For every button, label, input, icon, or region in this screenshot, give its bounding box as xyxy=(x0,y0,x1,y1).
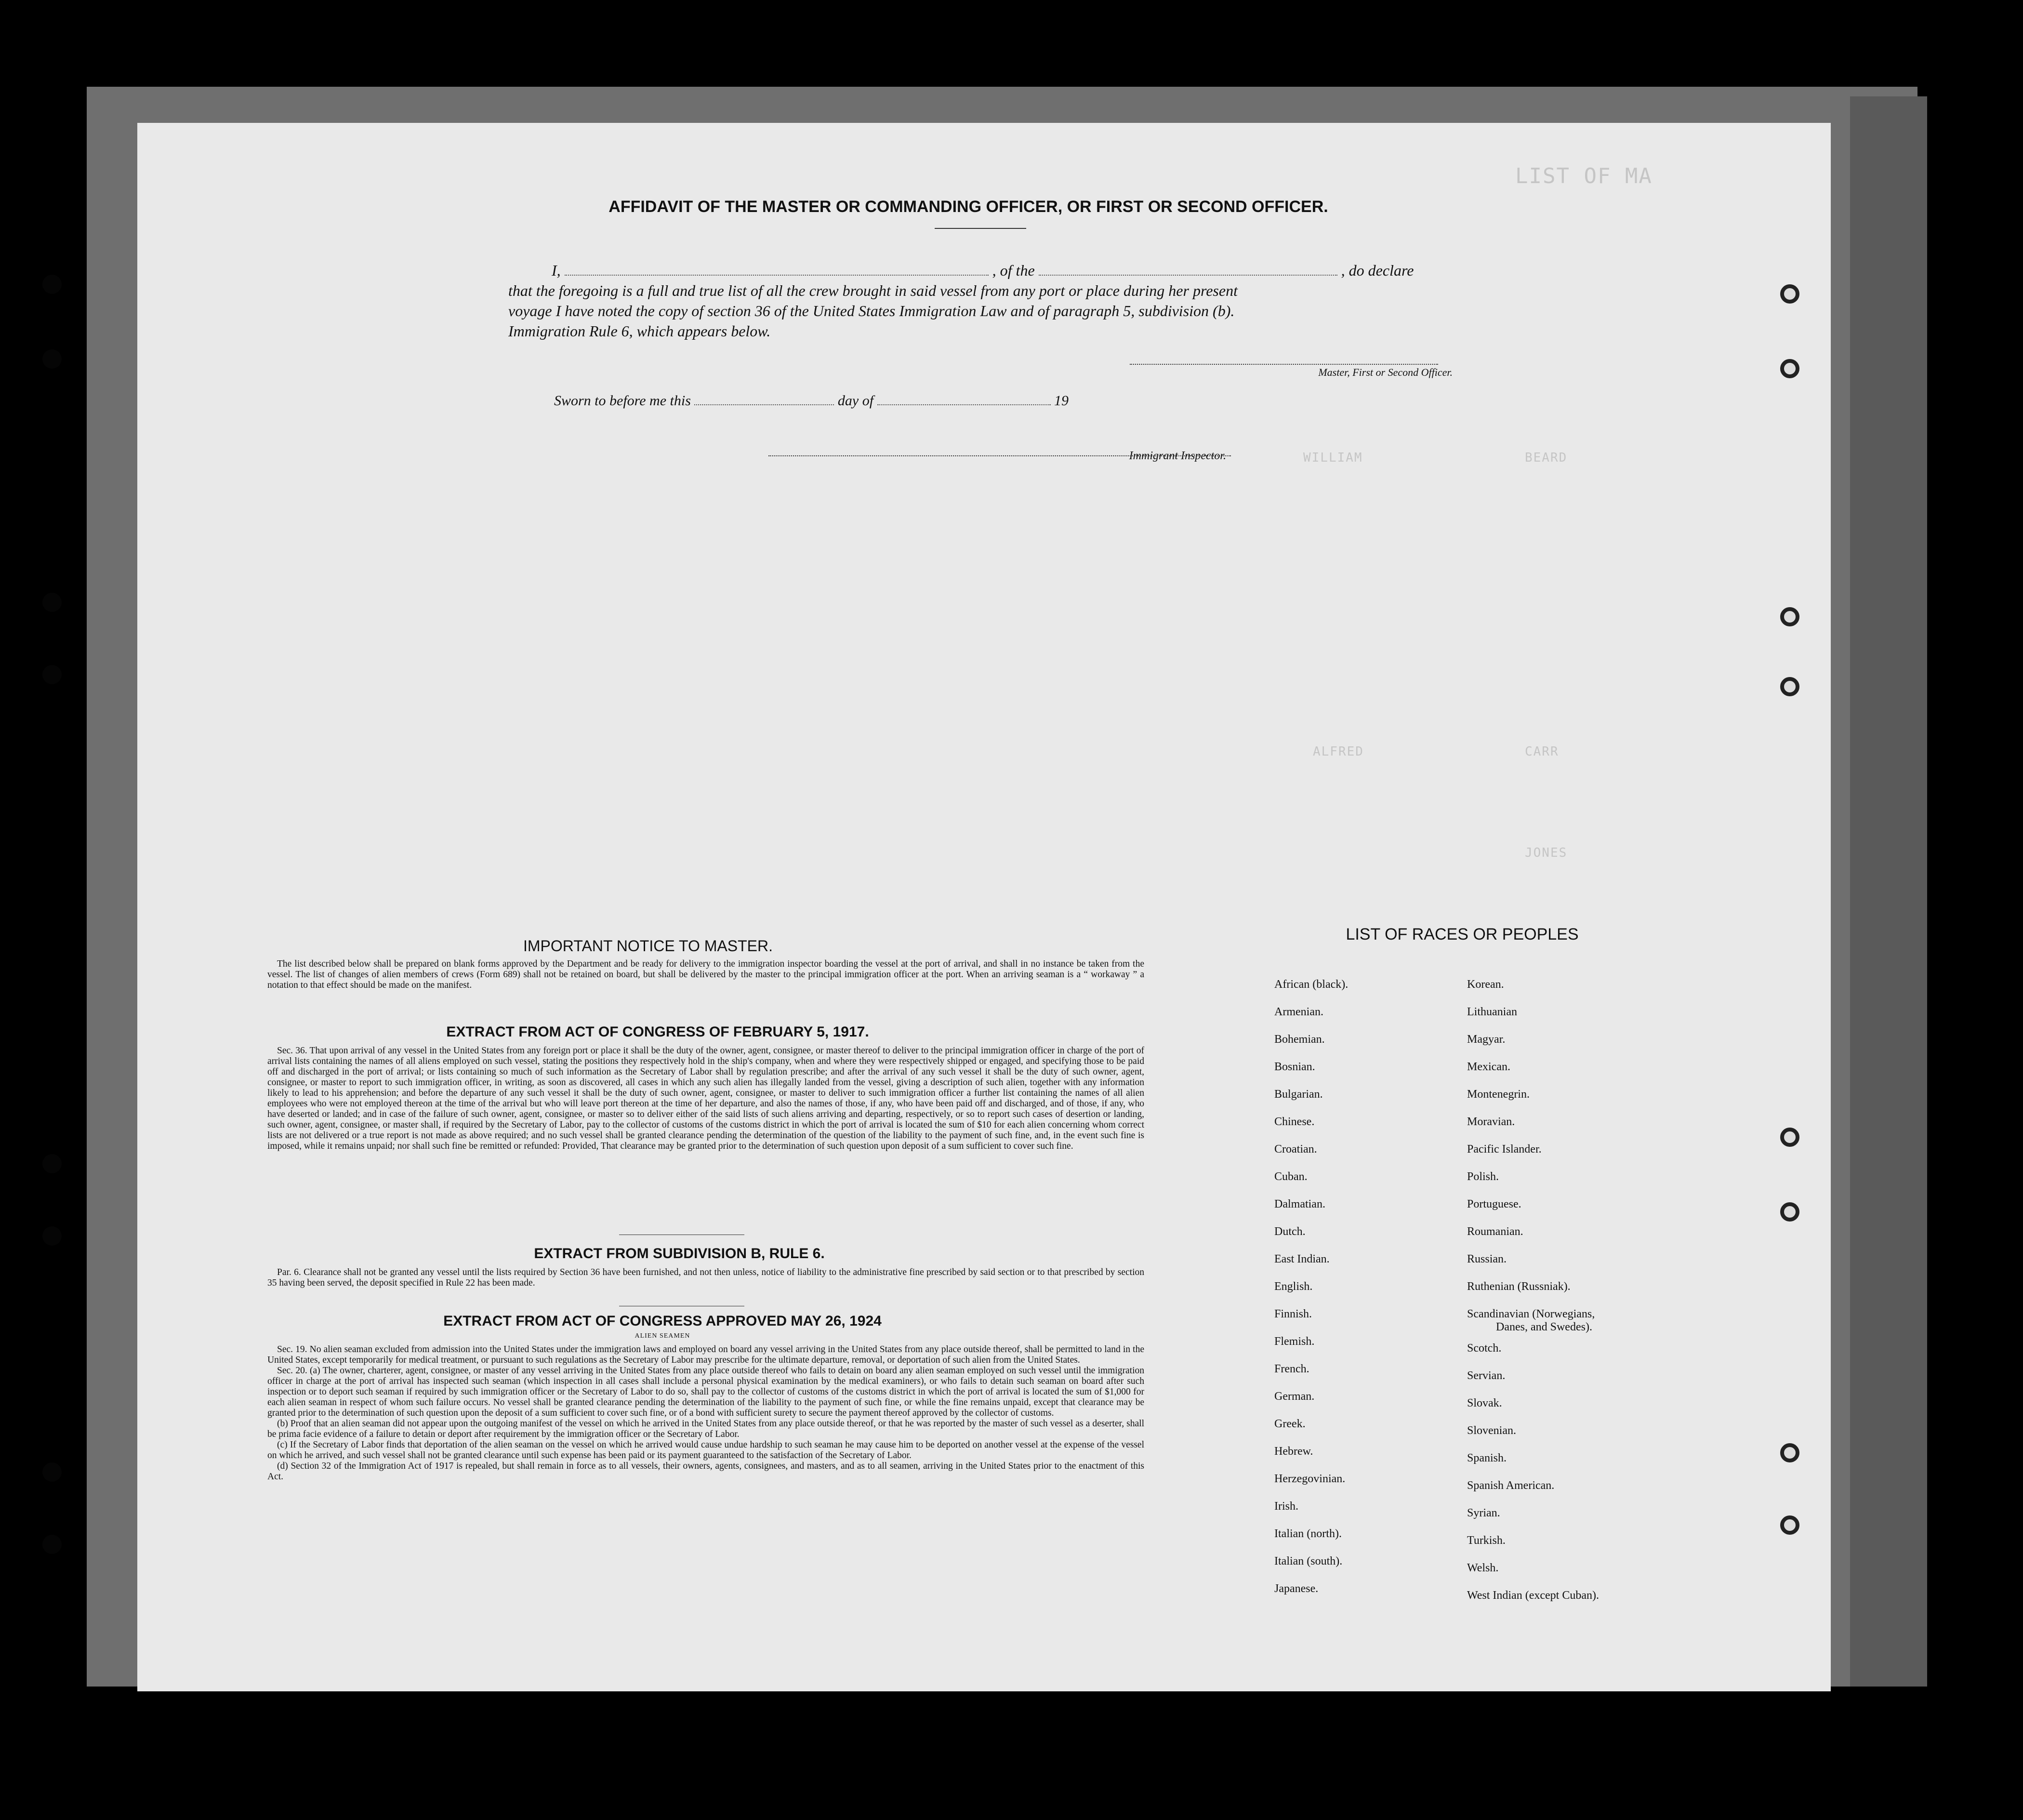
race-left-item: French. xyxy=(1274,1363,1309,1375)
binder-hole xyxy=(42,1535,62,1554)
show-through-text: ALFRED xyxy=(1313,744,1364,759)
race-right-item: Scandinavian (Norwegians, xyxy=(1467,1308,1595,1320)
show-through-text: WILLIAM xyxy=(1303,451,1363,465)
show-through-text: CARR xyxy=(1525,744,1559,759)
binder-hole xyxy=(42,1462,62,1482)
race-right-item: Russian. xyxy=(1467,1253,1507,1265)
race-left-item: Cuban. xyxy=(1274,1170,1308,1183)
binder-hole xyxy=(42,1154,62,1173)
race-right-item: Spanish. xyxy=(1467,1452,1507,1464)
notice-title: IMPORTANT NOTICE TO MASTER. xyxy=(523,937,773,955)
race-left-item: English. xyxy=(1274,1280,1313,1293)
vessel-name-blank xyxy=(1039,275,1337,276)
race-right-item: Ruthenian (Russniak). xyxy=(1467,1280,1571,1293)
sec20d-text: (d) Section 32 of the Immigration Act of 1917 is repealed, but shall remain in force as to all vessels, their owners, agents, consignees, and masters, and as to all seamen, arriving in the United States prior to the enactment of this Act. xyxy=(267,1461,1144,1482)
rule6-title: EXTRACT FROM SUBDIVISION B, RULE 6. xyxy=(534,1246,825,1262)
inspector-label: Immigrant Inspector. xyxy=(1129,450,1226,462)
sworn-day-blank xyxy=(694,404,834,405)
punch-hole xyxy=(1780,1515,1799,1535)
show-through-text: JONES xyxy=(1525,846,1568,860)
race-left-item: Finnish. xyxy=(1274,1308,1312,1320)
race-right-item: Polish. xyxy=(1467,1170,1499,1183)
race-left-item: African (black). xyxy=(1274,978,1349,991)
race-right-item: Servian. xyxy=(1467,1369,1506,1382)
extract-1924-subtitle: ALIEN SEAMEN xyxy=(635,1332,690,1340)
race-left-item: Croatian. xyxy=(1274,1143,1317,1156)
race-left-item: Hebrew. xyxy=(1274,1445,1313,1458)
race-right-item: Moravian. xyxy=(1467,1116,1515,1128)
notice-text: The list described below shall be prepared on blank forms approved by the Department and be ready for delivery to the immigration inspector boarding the vessel at the port of arrival, and shall in no instance be taken from the vessel. The list of changes of alien members of crews (Form 689) shall not be retained on board, but shall be delivered by the master to the principal immigration officer at the port. When an arriving seaman is a “ workaway ” a notation to that effect should be made on the manifest. xyxy=(267,959,1144,990)
manifest-page xyxy=(137,123,1831,1691)
race-right-item: Slovenian. xyxy=(1467,1424,1516,1437)
race-left-item: Bosnian. xyxy=(1274,1061,1315,1073)
race-right-item: Welsh. xyxy=(1467,1562,1499,1574)
sworn-month-blank xyxy=(877,404,1051,405)
master-signature-label: Master, First or Second Officer. xyxy=(1318,366,1453,378)
race-left-item: Japanese. xyxy=(1274,1582,1319,1595)
affidavit-line-1: that the foregoing is a full and true list of all the crew brought in said vessel from any port or place during her present xyxy=(508,282,1238,299)
race-right-item: Korean. xyxy=(1467,978,1504,991)
race-left-item: Chinese. xyxy=(1274,1116,1315,1128)
race-left-item: German. xyxy=(1274,1390,1315,1403)
punch-hole xyxy=(1780,1128,1799,1147)
affidavit-line-2: voyage I have noted the copy of section 36 of the United States Immigration Law and of paragraph 5, subdivision (b). xyxy=(508,302,1235,319)
race-right-item: Syrian. xyxy=(1467,1507,1500,1519)
race-right-item: Roumanian. xyxy=(1467,1225,1523,1238)
race-right-item: West Indian (except Cuban). xyxy=(1467,1589,1599,1602)
master-signature-line xyxy=(1130,364,1438,365)
race-right-item: Portuguese. xyxy=(1467,1198,1521,1210)
title-rule xyxy=(935,228,1026,229)
race-right-item: Montenegrin. xyxy=(1467,1088,1530,1101)
sec19-text: Sec. 19. No alien seaman excluded from admission into the United States under the immigration laws and employed on board any vessel arriving in the United States from any place outside thereof, shall be permitted to land in the United States, except temporarily for medical treatment, or pursuant to such regulations as the Secretary of Labor may prescribe for the ultimate departure, removal, or deportation of such alien from the United States. xyxy=(267,1344,1144,1365)
binder-hole xyxy=(42,593,62,612)
sec20b-text: (b) Proof that an alien seaman did not appear upon the outgoing manifest of the vessel on which he arrived in the United States from any place outside thereof, or that he was reported by the master of such vessel as a deserter, shall be prima facie evidence of a failure to detain or deport after requirement by the immigration officer or the Secretary of Labor. xyxy=(267,1419,1144,1439)
race-left-item: Italian (north). xyxy=(1274,1528,1342,1540)
race-right-item: Scotch. xyxy=(1467,1342,1502,1355)
show-through-text: BEARD xyxy=(1525,451,1568,465)
race-right-item-continued: Danes, and Swedes). xyxy=(1496,1321,1592,1333)
sec20a-text: Sec. 20. (a) The owner, charterer, agent, consignee, or master of any vessel arriving in the United States from any place outside thereof who fails to detain on board any alien seaman employed on such vessel until the immigration officer in charge at the port of arrival has inspected such seaman (which inspection in all cases shall include a personal physical examination by the medical examiners), or who fails to detain such seaman on board after such inspection or to deport such seaman if required by such immigration officer or the Secretary of Labor to do so, shall pay to the collector of customs of the customs district in which the port of arrival is located the sum of $1,000 for each alien seaman in respect of whom such failure occurs. No vessel shall be granted clearance pending the determination of the liability to the payment of such fine, or while the fine remains unpaid, except that clearance may be granted prior to the determination of such question upon the deposit of a sum sufficient to cover such fine, or of a bond with sufficient surety to secure the payment thereof approved by the collector of customs. xyxy=(267,1366,1144,1418)
affidavit-title: AFFIDAVIT OF THE MASTER OR COMMANDING OFFICER, OR FIRST OR SECOND OFFICER. xyxy=(608,198,1328,216)
race-left-item: Dalmatian. xyxy=(1274,1198,1325,1210)
declare-line xyxy=(552,262,1612,279)
extract-1917-text: Sec. 36. That upon arrival of any vessel in the United States from any foreign port or place it shall be the duty of the owner, agent, consignee, or master thereof to deliver to the principal immigration officer in charge of the port of arrival lists containing the names of all aliens employed on such vessel, stating the positions they respectively hold in the ship's company, when and where they were respectively shipped or engaged, and specifying those to be paid off and discharged in the port of arrival; or lists containing so much of such information as the Secretary of Labor shall by regulation prescribe; and after the arrival of any such vessel it shall be the duty of such owner, agent, consignee, or master to report to such immigration officer, in writing, as soon as discovered, all cases in which any such alien has illegally landed from the vessel, giving a description of such alien, together with any information likely to lead to his apprehension; and before the departure of any such vessel it shall be the duty of such owner, agent, consignee, or master to deliver to such immigration officer a further list containing the names of all alien employees who were not employed thereon at the time of the arrival but who will leave port thereon at the time of her departure, and also the names of those, if any, who have been paid off and discharged, and of those, if any, who have deserted or landed; and in case of the failure of such owner, agent, consignee, or master so to deliver either of the said lists of such aliens arriving and departing, respectively, or so to report such cases of desertion or landing, such owner, agent, consignee, or master shall, if required by the Secretary of Labor, pay to the collector of customs of the customs district in which the port of arrival is located the sum of $10 for each alien concerning whom correct lists are not delivered or a true report is not made as above required; and no such vessel shall be granted clearance pending the determination of the question of the liability to the payment of such fine, and, in the event such fine is imposed, while it remains unpaid; nor shall such fine be remitted or refunded: Provided, That clearance may be granted prior to the determination of such question upon deposit of a sum sufficient to cover such fine. xyxy=(267,1046,1144,1151)
binder-hole xyxy=(42,1226,62,1246)
race-left-item: Armenian. xyxy=(1274,1006,1323,1018)
binder-hole xyxy=(42,665,62,684)
race-left-item: East Indian. xyxy=(1274,1253,1330,1265)
extract-1924-body xyxy=(267,1344,1144,1482)
scan-backing-edge xyxy=(1850,96,1927,1687)
day-of-label: day of xyxy=(837,393,874,409)
sworn-line xyxy=(554,393,1180,409)
show-through-header: LIST OF MA xyxy=(1515,164,1653,188)
binder-hole xyxy=(42,349,62,369)
race-right-item: Magyar. xyxy=(1467,1033,1506,1046)
punch-hole xyxy=(1780,284,1799,304)
race-right-item: Slovak. xyxy=(1467,1397,1502,1409)
extract-1917-title: EXTRACT FROM ACT OF CONGRESS OF FEBRUARY 5, 1917. xyxy=(446,1024,869,1040)
declare-of-the: , of the xyxy=(992,262,1035,279)
races-title: LIST OF RACES OR PEOPLES xyxy=(1346,925,1579,943)
race-right-item: Mexican. xyxy=(1467,1061,1510,1073)
sworn-label: Sworn to before me this xyxy=(554,393,691,409)
declare-i: I, xyxy=(552,262,561,279)
race-left-item: Flemish. xyxy=(1274,1335,1315,1348)
race-right-item: Spanish American. xyxy=(1467,1479,1555,1492)
punch-hole xyxy=(1780,607,1799,626)
race-left-item: Dutch. xyxy=(1274,1225,1306,1238)
declare-do-declare: , do declare xyxy=(1341,262,1414,279)
race-left-item: Italian (south). xyxy=(1274,1555,1343,1568)
affidavit-line-3: Immigration Rule 6, which appears below. xyxy=(508,322,771,340)
punch-hole xyxy=(1780,359,1799,378)
race-left-item: Herzegovinian. xyxy=(1274,1473,1346,1485)
punch-hole xyxy=(1780,677,1799,696)
officer-name-blank xyxy=(565,275,989,276)
year-label: 19 xyxy=(1054,393,1069,409)
binder-hole xyxy=(42,275,62,294)
rule6-text: Par. 6. Clearance shall not be granted any vessel until the lists required by Section 36 have been furnished, and not then unless, notice of liability to the administrative fine prescribed by said section or to that prescribed by section 35 having been served, the deposit specified in Rule 22 has been made. xyxy=(267,1267,1144,1288)
race-right-item: Pacific Islander. xyxy=(1467,1143,1542,1156)
race-left-item: Irish. xyxy=(1274,1500,1298,1513)
sec20c-text: (c) If the Secretary of Labor finds that deportation of the alien seaman on the vessel on which he arrived would cause undue hardship to such seaman he may cause him to be deported on another vessel at the expense of the vessel on which he arrived, and such vessel shall not be granted clearance until such expense has been paid or its payment guaranteed to the satisfaction of the Secretary of Labor. xyxy=(267,1440,1144,1461)
race-left-item: Bohemian. xyxy=(1274,1033,1325,1046)
race-right-item: Turkish. xyxy=(1467,1534,1506,1547)
punch-hole xyxy=(1780,1443,1799,1462)
race-right-item: Lithuanian xyxy=(1467,1006,1517,1018)
race-left-item: Bulgarian. xyxy=(1274,1088,1323,1101)
punch-hole xyxy=(1780,1202,1799,1222)
race-left-item: Greek. xyxy=(1274,1418,1306,1430)
extract-1924-title: EXTRACT FROM ACT OF CONGRESS APPROVED MAY 26, 1924 xyxy=(443,1313,882,1329)
